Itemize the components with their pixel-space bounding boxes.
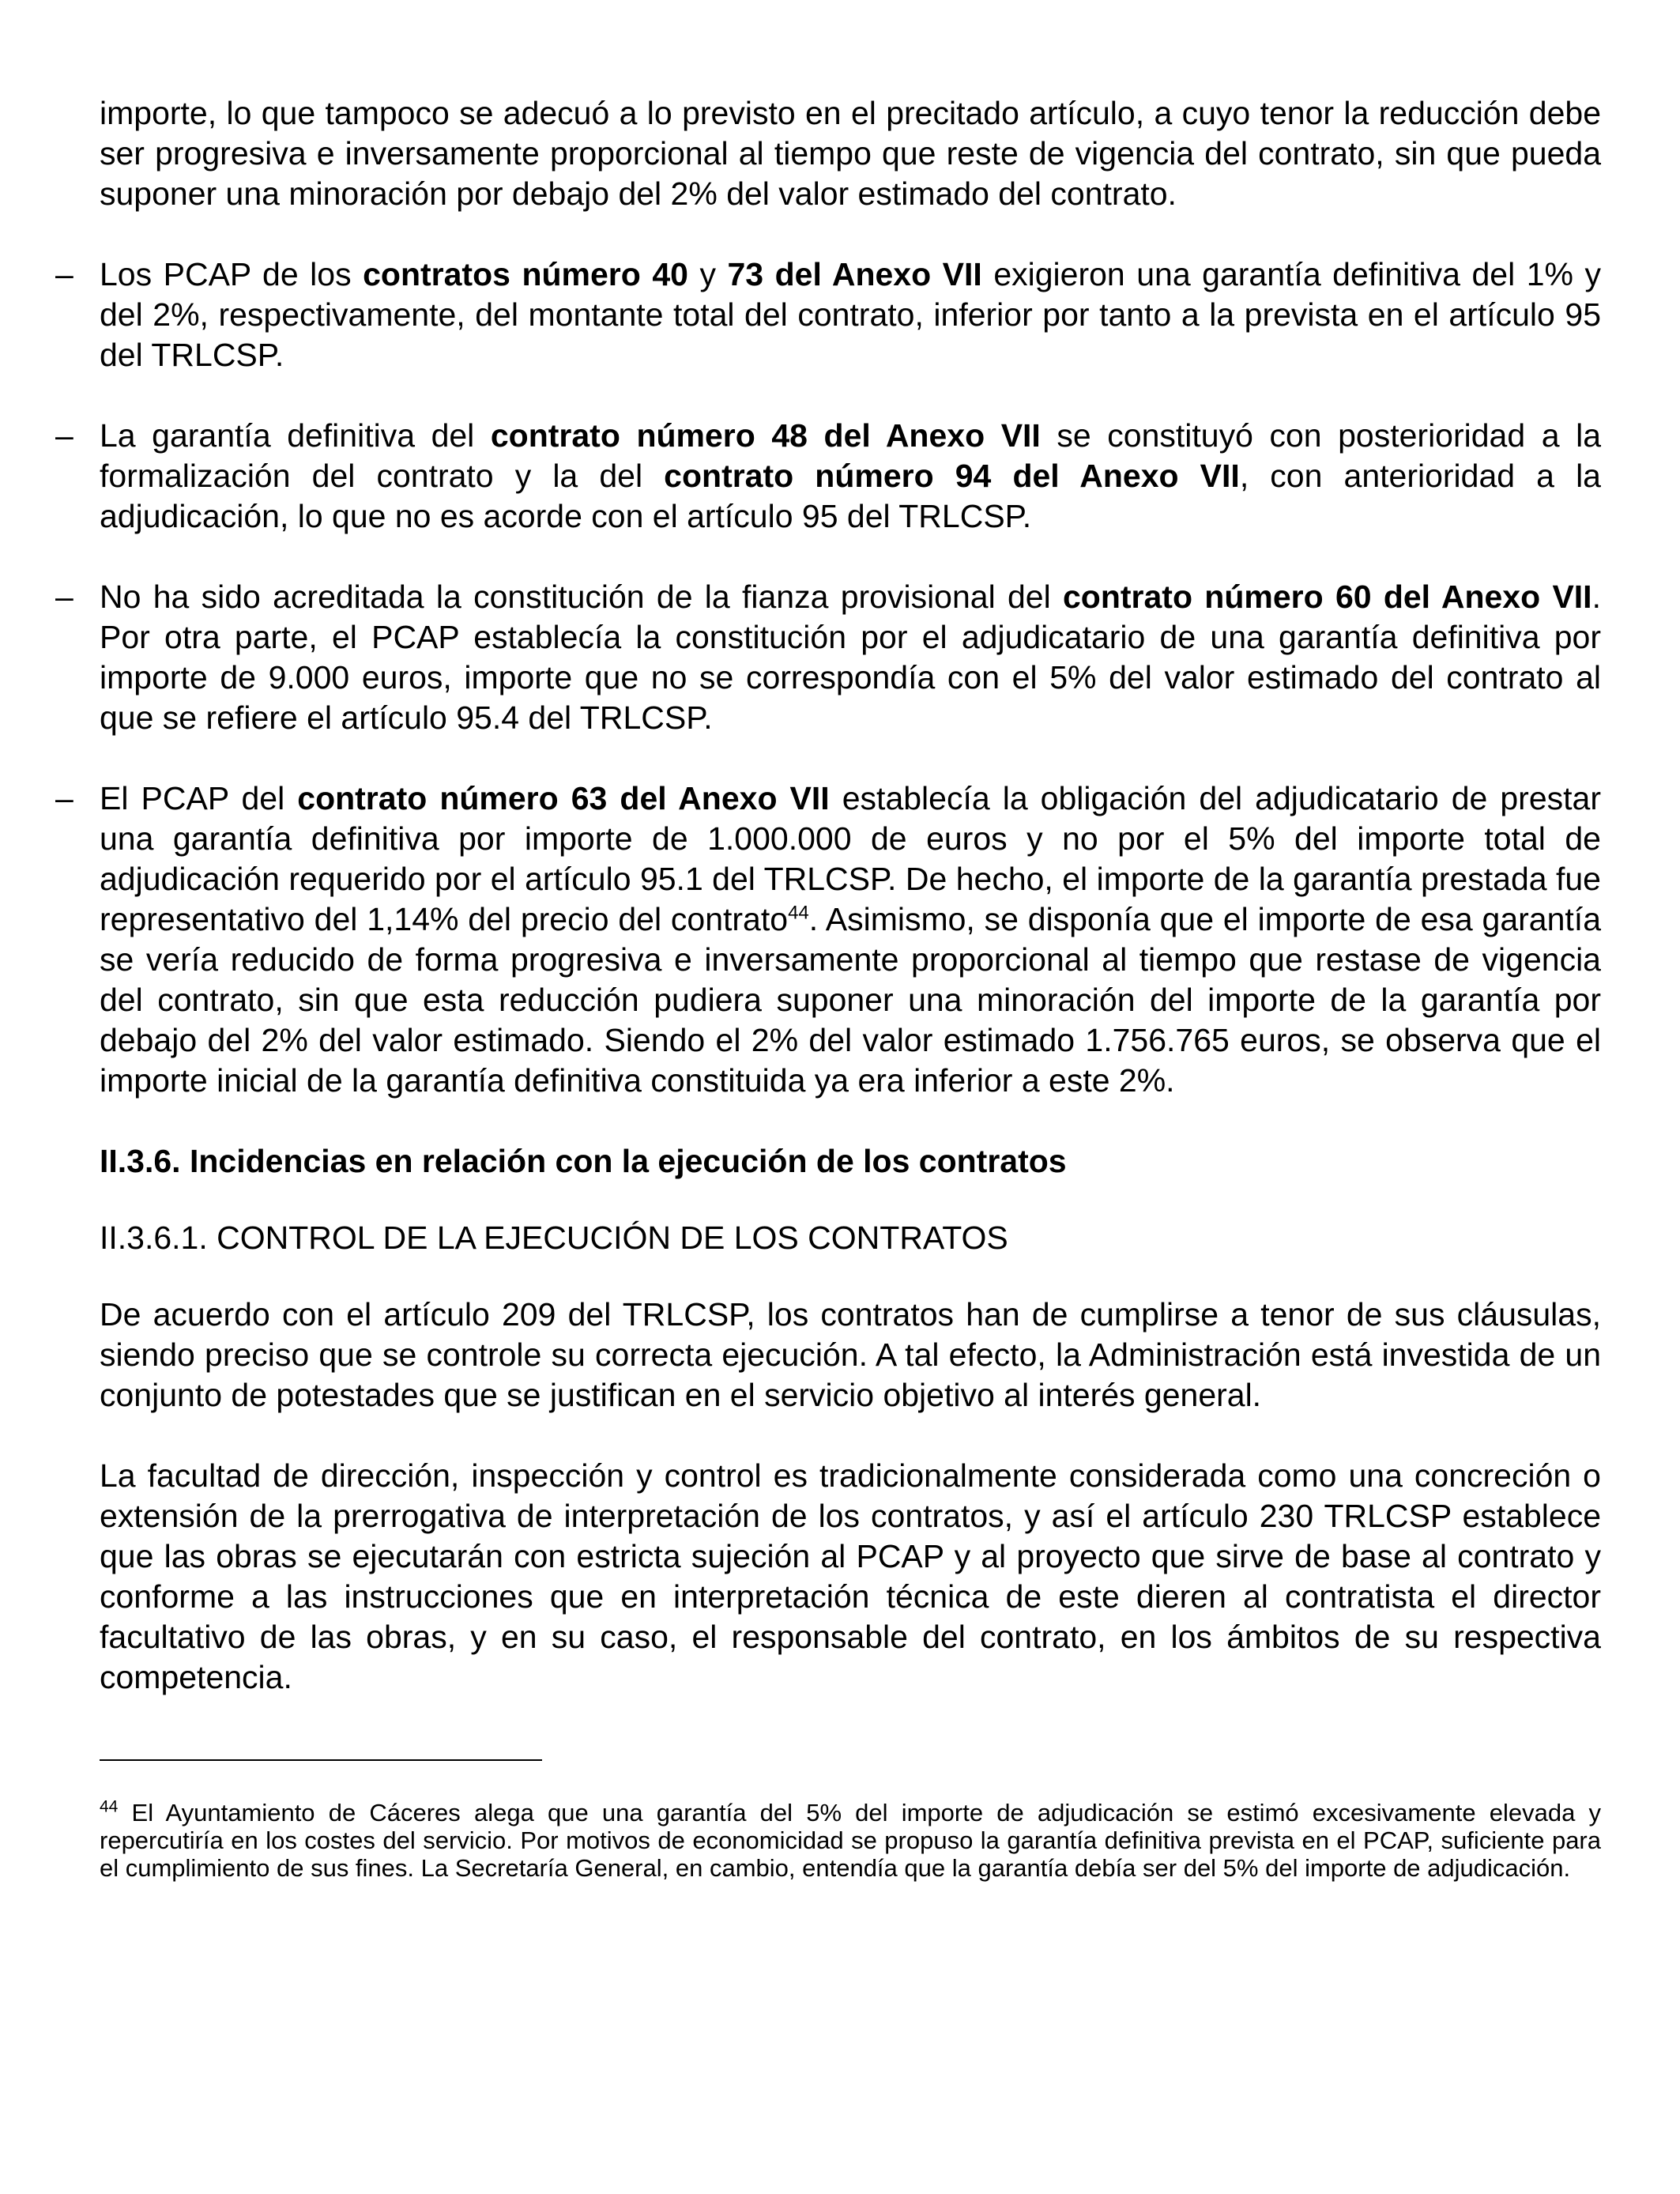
bullet-bold-text: contrato número 63 del Anexo VII bbox=[297, 780, 830, 816]
bullet-item bbox=[55, 577, 1601, 738]
intro-paragraph: importe, lo que tampoco se adecuó a lo previsto en el precitado artículo, a cuyo tenor la reducción debe ser progresiva e inversamente proporcional al tiempo que reste de vigencia del contrato, sin que pueda suponer una minoración por debajo del 2% del valor estimado del contrato. bbox=[100, 95, 1601, 212]
footnote-text: El Ayuntamiento de Cáceres alega que una garantía del 5% del importe de adjudicación se estimó excesivamente elevada y repercutiría en los costes del servicio. Por motivos de economicidad se propuso la garantía definitiva prevista en el PCAP, suficiente para el cumplimiento de sus fines. La Secretaría General, en cambio, entendía que la garantía debía ser del 5% del importe de adjudicación. bbox=[100, 1799, 1601, 1882]
bullet-item bbox=[55, 778, 1602, 1101]
bullet-text: se constituyó con posterioridad a la formalización del contrato y la del bbox=[100, 417, 1601, 494]
section-heading: II.3.6. Incidencias en relación con la ejecución de los contratos bbox=[100, 1143, 1067, 1179]
bullet-text: . Asimismo, se disponía que el importe de esa garantía se vería reducido de forma progresiva e inversamente proporcional al tiempo que restase de vigencia del contrato, sin que esta reducción pudiera suponer una minoración del importe de la garantía por debajo del 2% del valor estimado. Siendo el 2% del valor estimado 1.756.765 euros, se observa que el importe inicial de la garantía definitiva constituida ya era inferior a este 2%. bbox=[100, 901, 1602, 1099]
bullet-dash: – bbox=[55, 417, 73, 454]
bullet-text: El PCAP del bbox=[100, 780, 298, 816]
bullet-text: No ha sido acreditada la constitución de la fianza provisional del bbox=[100, 579, 1063, 615]
bullet-dash: – bbox=[55, 780, 73, 816]
body-paragraph: De acuerdo con el artículo 209 del TRLCSP, los contratos han de cumplirse a tenor de sus cláusulas, siendo preciso que se controle su correcta ejecución. A tal efecto, la Administración está investida de un conjunto de potestades que se justifican en el servicio objetivo al interés general. bbox=[100, 1296, 1601, 1413]
footnote bbox=[100, 1799, 1601, 1882]
bullet-text: exigieron una garantía definitiva del 1% y del 2%, respectivamente, del montante total del contrato, inferior por tanto a la prevista en el artículo 95 del TRLCSP. bbox=[100, 256, 1601, 373]
bullet-item bbox=[55, 254, 1601, 375]
subsection-heading: II.3.6.1. CONTROL DE LA EJECUCIÓN DE LOS CONTRATOS bbox=[100, 1220, 1008, 1256]
bullet-dash: – bbox=[55, 256, 73, 292]
bullet-bold-text: contrato número 60 del Anexo VII bbox=[1063, 579, 1592, 615]
body-paragraph: La facultad de dirección, inspección y control es tradicionalmente considerada como una concreción o extensión de la prerrogativa de interpretación de los contratos, y así el artículo 230 TRLCSP establece que las obras se ejecutarán con estricta sujeción al PCAP y al proyecto que sirve de base al contrato y conforme a las instrucciones que en interpretación técnica de este dieren al contratista el director facultativo de las obras, y en su caso, el responsable del contrato, en los ámbitos de su respectiva competencia. bbox=[100, 1457, 1601, 1695]
document-page bbox=[55, 93, 1602, 1882]
footnote-reference[interactable]: 44 bbox=[788, 902, 809, 924]
bullet-text: La garantía definitiva del bbox=[100, 417, 491, 454]
footnote-separator bbox=[100, 1759, 542, 1761]
bullet-dash: – bbox=[55, 579, 73, 615]
bullet-bold-text: contrato número 94 del Anexo VII bbox=[664, 458, 1240, 494]
bullet-bold-text: contrato número 48 del Anexo VII bbox=[490, 417, 1041, 454]
bullet-item bbox=[55, 416, 1601, 537]
bullet-bold-text: 73 del Anexo VII bbox=[727, 256, 982, 292]
bullet-bold-text: contratos número 40 bbox=[363, 256, 688, 292]
footnote-number: 44 bbox=[100, 1797, 119, 1816]
bullet-text: establecía la obligación del adjudicatario de prestar una garantía definitiva por importe de 1.000.000 de euros y no por el 5% del importe total de adjudicación requerido por el artículo 95.1 del TRLCSP. De hecho, el importe de la garantía prestada fue representativo del 1,14% del precio del contrato bbox=[100, 780, 1601, 937]
bullet-text: . Por otra parte, el PCAP establecía la constitución por el adjudicatario de una garantía definitiva por importe de 9.000 euros, importe que no se correspondía con el 5% del valor estimado del contrato al que se refiere el artículo 95.4 del TRLCSP. bbox=[100, 579, 1601, 736]
bullet-text: Los PCAP de los bbox=[100, 256, 363, 292]
bullet-text: , con anterioridad a la adjudicación, lo que no es acorde con el artículo 95 del TRLCSP. bbox=[100, 458, 1601, 534]
bullet-text: y bbox=[687, 256, 728, 292]
